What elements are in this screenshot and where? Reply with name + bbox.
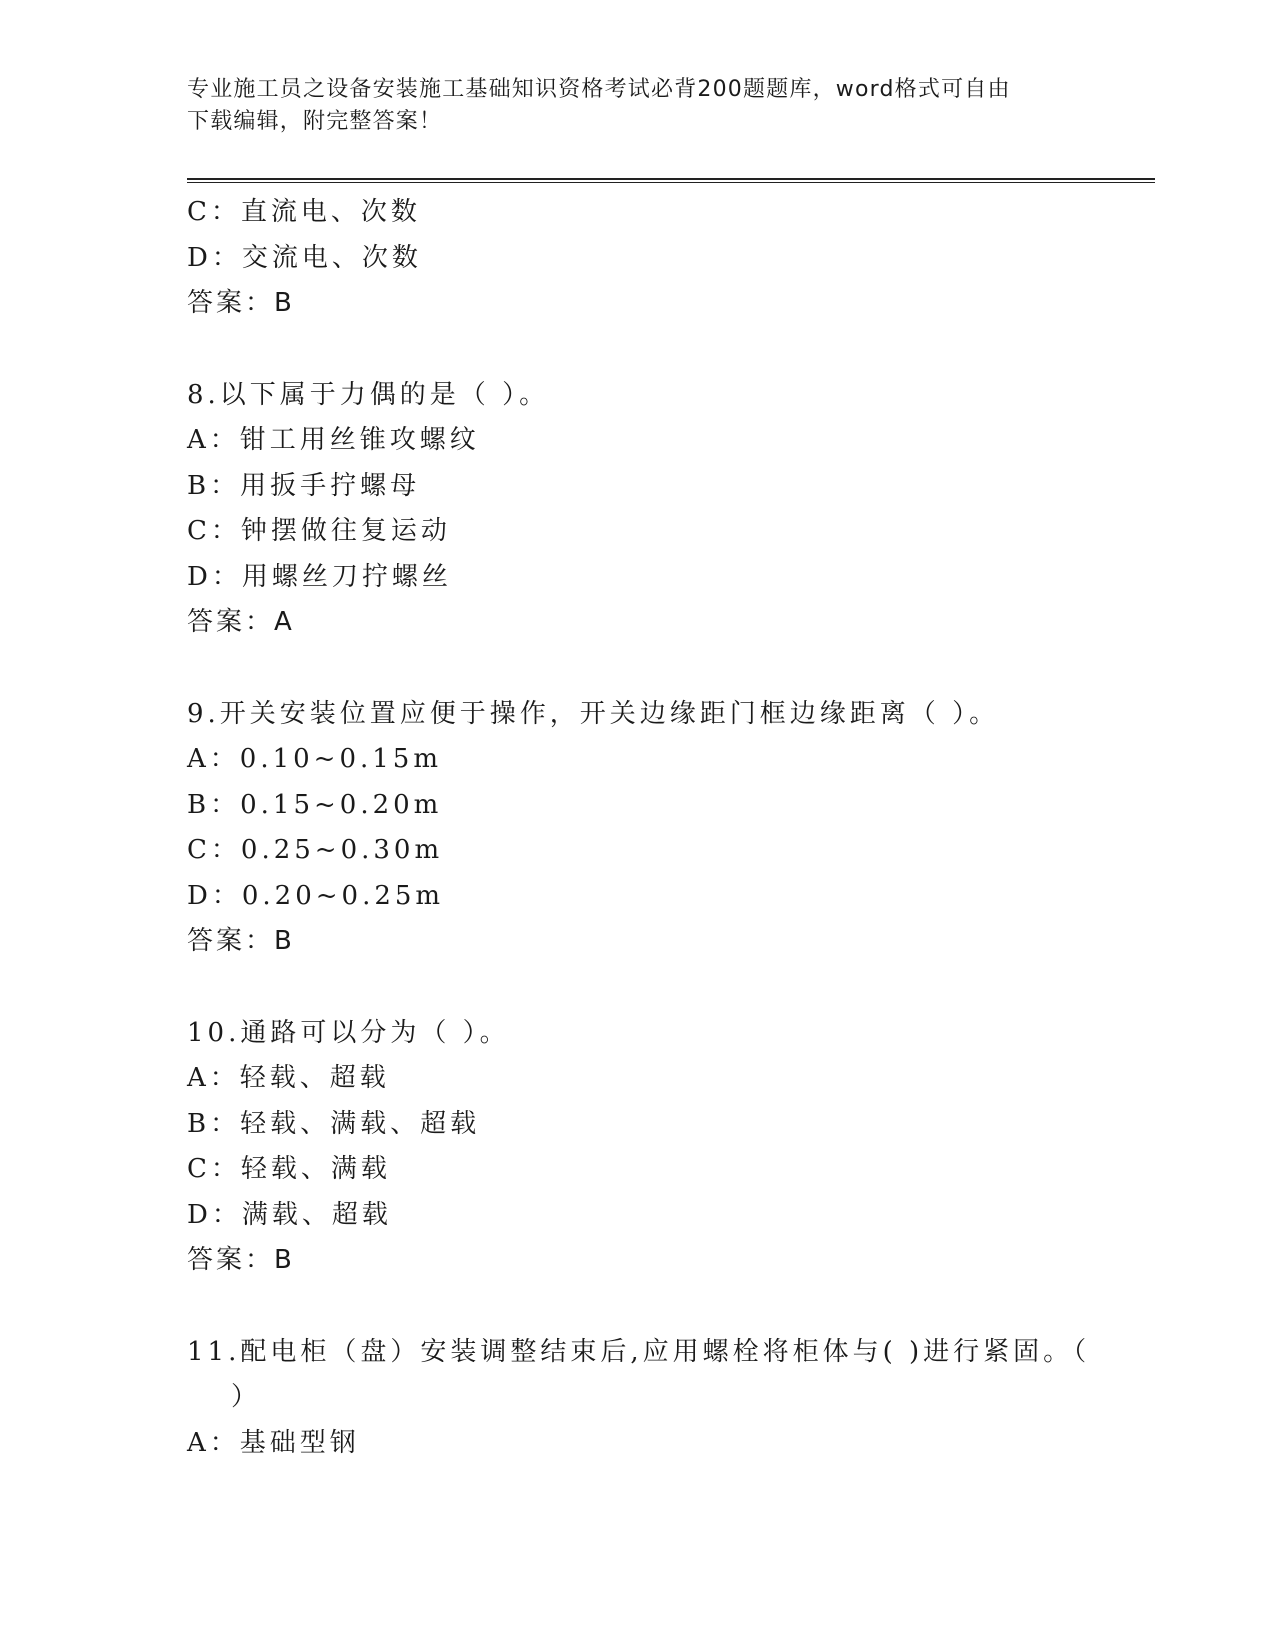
option-a: A：0.10~0.15m — [187, 744, 443, 774]
header-divider — [187, 178, 1155, 183]
question-list — [187, 190, 1147, 1466]
spacer — [187, 646, 1147, 692]
question-8-title: 8.以下属于力偶的是（ ）。 — [187, 379, 550, 410]
option-c: C：钟摆做往复运动 — [187, 516, 451, 546]
option-c: C：直流电、次数 — [187, 197, 421, 227]
question-9-title: 9.开关安装位置应便于操作，开关边缘距门框边缘距离（ ）。 — [187, 698, 1000, 729]
spacer — [187, 327, 1147, 373]
question-10-title: 10.通路可以分为（ ）。 — [187, 1017, 510, 1048]
option-a: A：轻载、超载 — [187, 1063, 390, 1093]
header-line-1: 专业施工员之设备安装施工基础知识资格考试必背200题题库，word格式可自由 — [187, 77, 1011, 102]
answer-line: 答案：B — [187, 288, 295, 318]
question-11-title: 11.配电柜（盘）安装调整结束后,应用螺栓将柜体与( )进行紧固。（ — [187, 1336, 1091, 1367]
option-d: D：0.20~0.25m — [187, 880, 445, 911]
option-c: C：轻载、满载 — [187, 1154, 391, 1184]
option-b: B：轻载、满载、超载 — [187, 1108, 481, 1139]
answer-line: 答案：B — [187, 1245, 295, 1275]
option-d: D：交流电、次数 — [187, 242, 422, 273]
document-header — [187, 74, 1087, 138]
spacer — [187, 1284, 1147, 1330]
spacer — [187, 965, 1147, 1011]
option-d: D：满载、超载 — [187, 1199, 392, 1230]
option-a: A：钳工用丝锥攻螺纹 — [187, 425, 480, 455]
option-d: D：用螺丝刀拧螺丝 — [187, 561, 452, 592]
option-c: C：0.25~0.30m — [187, 835, 444, 865]
option-b: B：0.15~0.20m — [187, 789, 443, 820]
header-line-2: 下载编辑，附完整答案！ — [187, 109, 443, 134]
answer-line: 答案：A — [187, 607, 295, 637]
option-a: A：基础型钢 — [187, 1427, 360, 1458]
answer-line: 答案：B — [187, 926, 295, 956]
question-11-title-continued: ） — [231, 1382, 262, 1412]
option-b: B：用扳手拧螺母 — [187, 470, 421, 501]
